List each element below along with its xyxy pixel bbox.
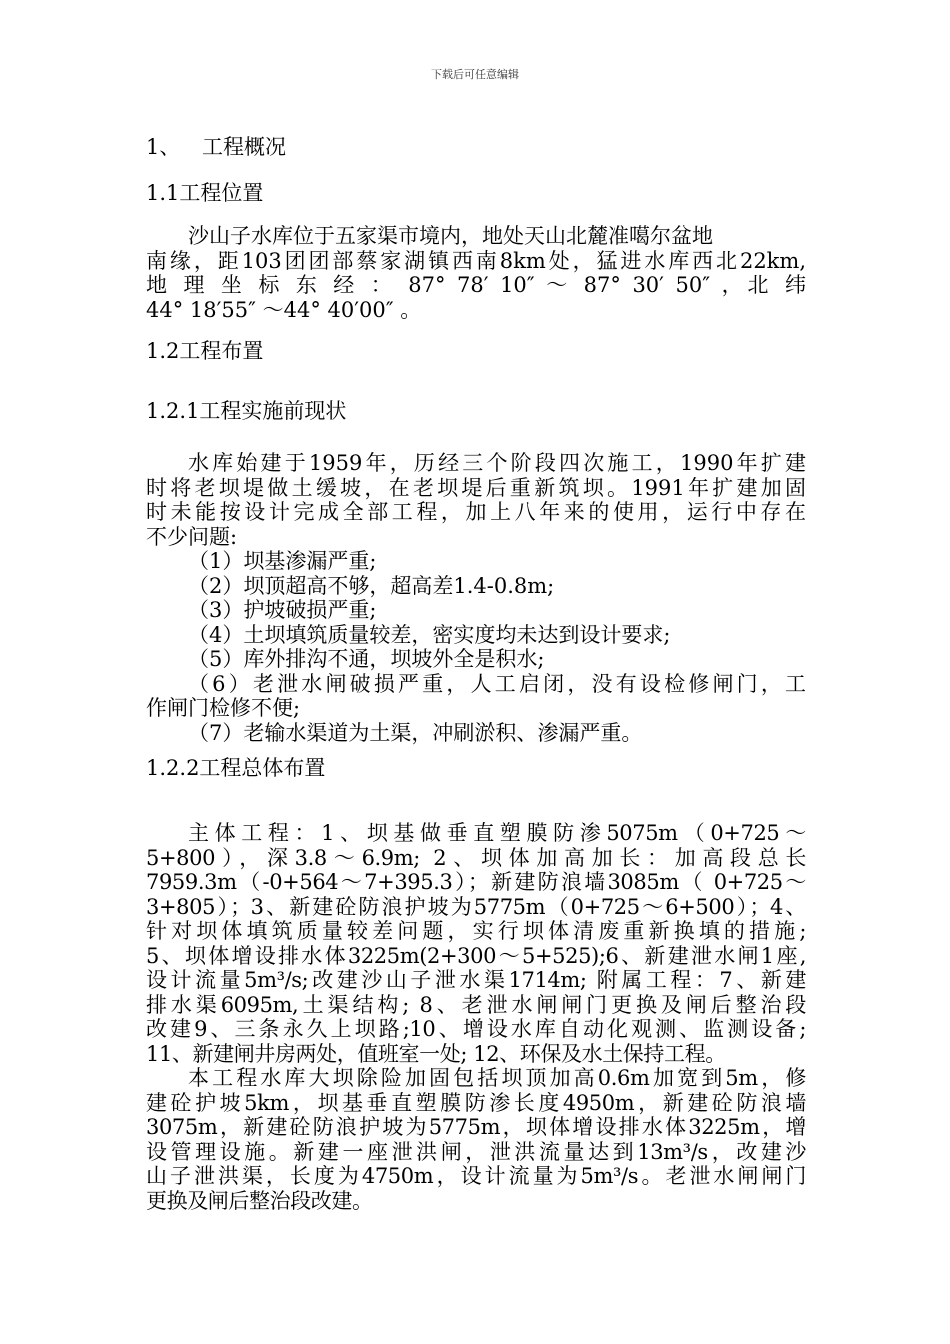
- section-title: 工程概况: [202, 135, 286, 159]
- paragraph-line: 时未能按设计完成全部工程，加上八年来的使用，运行中存在: [146, 500, 806, 524]
- list-item: （4）土坝填筑质量较差，密实度均未达到设计要求;: [188, 622, 671, 647]
- paragraph-line: 南缘，距103团团部蔡家湖镇西南8km处，猛进水库西北22km,: [146, 248, 806, 273]
- list-item: （3）护坡破损严重;: [188, 598, 377, 622]
- paragraph-line: 针对坝体填筑质量较差问题，实行坝体清废重新换填的措施;: [146, 919, 806, 943]
- paragraph-line: 5、坝体增设排水体3225m(2+300～5+525);6、新建泄水闸1座,: [146, 943, 806, 968]
- list-item: 作闸门检修不便;: [146, 696, 301, 720]
- list-item: （7）老输水渠道为土渠，冲刷淤积、渗漏严重。: [188, 720, 643, 745]
- paragraph-line: 本工程水库大坝除险加固包括坝顶加高0.6m加宽到5m，修: [188, 1066, 806, 1090]
- paragraph-main-works: [146, 821, 806, 1066]
- page-header: 下载后可任意编辑: [431, 68, 519, 81]
- paragraph-line: 44° 18′55″ ～44° 40′00″ 。: [146, 297, 422, 322]
- paragraph-line: 沙山子水库位于五家渠市境内，地处天山北麓准噶尔盆地: [188, 224, 713, 248]
- paragraph-status: [146, 451, 806, 549]
- section-heading-1-2: 1.2工程布置: [146, 339, 264, 363]
- paragraph-line: 5+800），深3.8～6.9m; 2、坝体加高加长：加高段总长: [146, 845, 806, 870]
- paragraph-line: 水库始建于1959年，历经三个阶段四次施工，1990年扩建: [188, 451, 806, 475]
- paragraph-line: 地 理 坐 标 东 经 ： 87° 78′ 10″ ～ 87° 30′ 50″ ，北 纬: [146, 273, 806, 297]
- paragraph-line: 山子泄洪渠，长度为4750m，设计流量为5m³/s。老泄水闸闸门: [146, 1164, 806, 1188]
- section-number: 1、: [146, 135, 181, 159]
- paragraph-line: 排水渠6095m,土渠结构; 8、老泄水闸闸门更换及闸后整治段: [146, 992, 806, 1017]
- section-heading-1-1: 1.1工程位置: [146, 181, 264, 205]
- paragraph-line: 更换及闸后整治段改建。: [146, 1188, 373, 1213]
- list-item: （5）库外排沟不通，坝坡外全是积水;: [188, 647, 545, 671]
- paragraph-line: 设管理设施。新建一座泄洪闸，泄洪流量达到13m³/s，改建沙: [146, 1139, 806, 1164]
- paragraph-line: 改建9、三条永久上坝路;10、增设水库自动化观测、监测设备;: [146, 1017, 806, 1041]
- paragraph-location: [146, 224, 806, 322]
- document-body: [146, 132, 806, 1213]
- list-item: （1）坝基渗漏严重;: [188, 549, 377, 573]
- paragraph-line: 3075m，新建砼防浪护坡为5775m，坝体增设排水体3225m，增: [146, 1115, 806, 1139]
- list-item: （6）老泄水闸破损严重，人工启闭，没有设检修闸门，工: [188, 671, 806, 696]
- paragraph-line: 时将老坝堤做土缓坡，在老坝堤后重新筑坝。1991年扩建加固: [146, 475, 806, 500]
- paragraph-project-summary: [146, 1066, 806, 1213]
- list-item: （2）坝顶超高不够，超高差1.4-0.8m;: [188, 573, 555, 598]
- paragraph-line: 主体工程：1、坝基做垂直塑膜防渗5075m（0+725～: [188, 821, 806, 845]
- problem-list: [146, 549, 806, 745]
- paragraph-line: 设计流量5m³/s;改建沙山子泄水渠1714m; 附属工程：7、新建: [146, 968, 806, 992]
- section-heading-1: [146, 132, 806, 162]
- paragraph-line: 3+805）；3、新建砼防浪护坡为5775m（0+725～6+500）；4、: [146, 894, 806, 919]
- section-heading-1-2-2: 1.2.2工程总体布置: [146, 756, 326, 780]
- paragraph-line: 7959.3m（-0+564～7+395.3）；新建防浪墙3085m（ 0+725～: [146, 870, 806, 894]
- paragraph-line: 11、新建闸井房两处，值班室一处; 12、环保及水土保持工程。: [146, 1041, 726, 1066]
- paragraph-line: 建砼护坡5km，坝基垂直塑膜防渗长度4950m，新建砼防浪墙: [146, 1090, 806, 1115]
- section-heading-1-2-1: 1.2.1工程实施前现状: [146, 399, 347, 423]
- paragraph-line: 不少问题:: [146, 524, 238, 549]
